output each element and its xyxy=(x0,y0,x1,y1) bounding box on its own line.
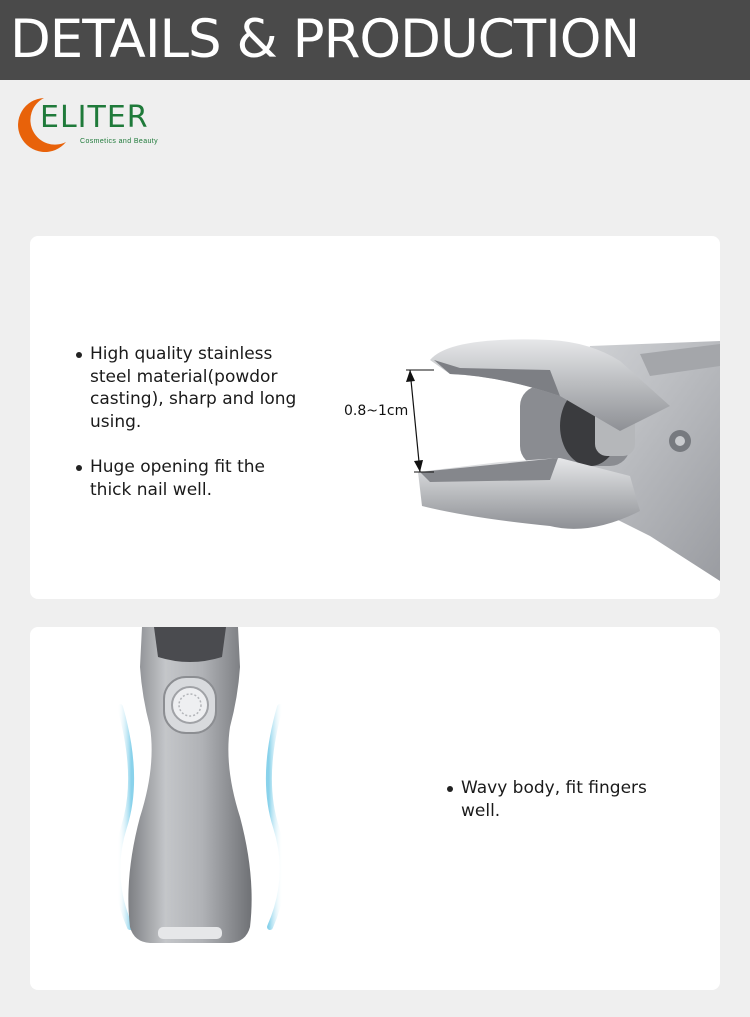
feature-card-opening xyxy=(30,236,720,599)
list-item xyxy=(447,777,667,822)
feature-text: Huge opening fit the thick nail well. xyxy=(90,457,266,500)
feature-card-wavy-body xyxy=(30,627,720,990)
feature-list xyxy=(447,777,667,822)
logo-wordmark: ELITER xyxy=(40,100,149,135)
eliter-logo xyxy=(14,94,174,156)
opening-dimension-label: 0.8~1cm xyxy=(344,403,409,419)
nail-clipper-handle-image xyxy=(90,627,330,990)
feature-text: High quality stainless steel material(powdor casting), sharp and long using. xyxy=(90,344,297,432)
page-title: DETAILS & PRODUCTION xyxy=(10,9,640,70)
nail-clipper-jaw-image xyxy=(30,236,720,599)
header-banner xyxy=(0,0,750,80)
logo-tagline: Cosmetics and Beauty xyxy=(80,138,159,145)
feature-text: Wavy body, fit fingers well. xyxy=(461,778,647,821)
